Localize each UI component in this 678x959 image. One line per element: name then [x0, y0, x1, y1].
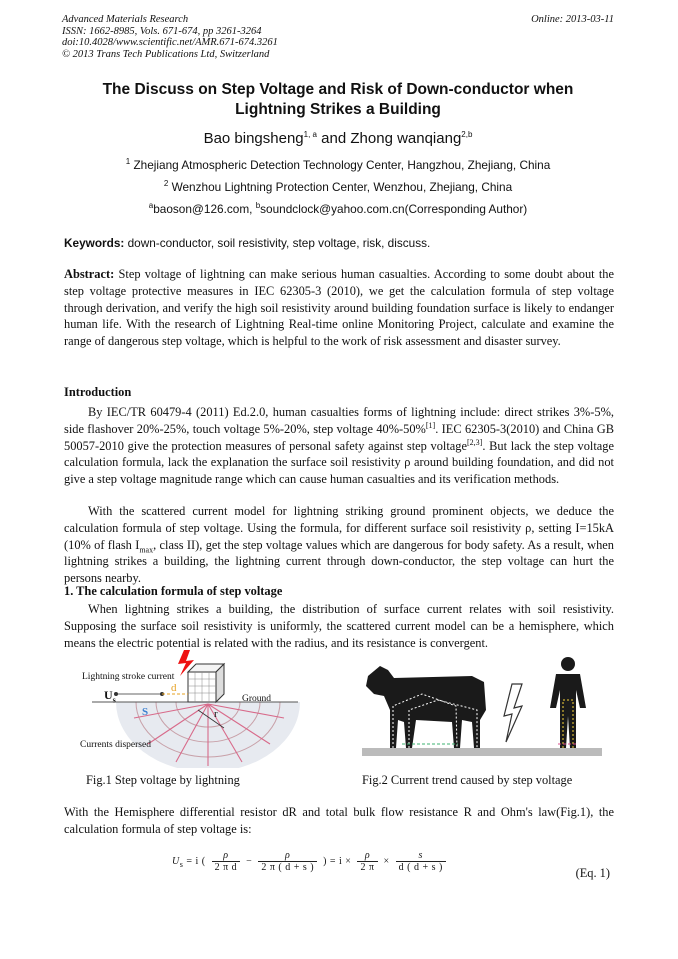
- lightning-symbol-icon: [504, 684, 522, 742]
- title-line-2: Lightning Strikes a Building: [235, 101, 441, 118]
- section-1-paragraph-1: When lightning strikes a building, the distribution of surface current relates with soil resistivity. Supposing the surface soil resistivity is uniformly, the scattered current model can be a hemisphere, which means the electric potential is related with the radius, and its resistance is convergent.: [64, 602, 614, 650]
- authors: [60, 130, 616, 147]
- eq-lhs: U: [172, 855, 180, 867]
- affiliation-1-text: Zhejiang Atmospheric Detection Technology Center, Hangzhou, Zhejiang, China: [133, 158, 551, 172]
- section-1-paragraph-2: With the Hemisphere differential resistor dR and total bulk flow resistance R and Ohm's law(Fig.1), the calculation formula of step voltage is:: [64, 805, 614, 836]
- issn-line: ISSN: 1662-8985, Vols. 671-674, pp 3261-3264: [62, 25, 262, 37]
- figure-1-diagram: [76, 648, 306, 768]
- fig1-u-sub: s: [112, 695, 116, 705]
- citation-1[interactable]: [1]: [425, 420, 436, 430]
- eq-f2-num: ρ: [258, 850, 317, 862]
- title-line-1: The Discuss on Step Voltage and Risk of Down-conductor when: [102, 81, 574, 98]
- section-heading-introduction: Introduction: [64, 385, 132, 399]
- author-1: Bao bingsheng: [203, 130, 304, 147]
- intro-p1-text-b: . IEC 62305-3(2010) and China GB 50057-2010 give the protection measures of personal safety against step voltage: [64, 421, 614, 453]
- intro-p1-text-c: . But lack the step voltage calculation formula, lack the explanation the surface soil resistivity ρ around building foundation, and did not give a step voltage magnitude range which can cause human casualties and its verification methods.: [64, 438, 614, 487]
- eq-fraction-3: [357, 850, 377, 873]
- intro-paragraph-1: [64, 404, 614, 488]
- copyright-line: © 2013 Trans Tech Publications Ltd, Switzerland: [62, 48, 270, 60]
- eq-times: ×: [383, 855, 393, 867]
- eq-f3-den: 2 π: [360, 862, 375, 873]
- eq-part-1: = i (: [186, 855, 206, 867]
- figure-2-caption: Fig.2 Current trend caused by step voltage: [362, 773, 573, 787]
- emails: [60, 202, 616, 216]
- keywords-text: down-conductor, soil resistivity, step voltage, risk, discuss.: [124, 236, 431, 250]
- abstract-text: Step voltage of lightning can make serious human casualties. According to some doubt about the step voltage protective measures in IEC 62305-3 (2010), we get the calculation formula of step voltage through derivation, and verify the high soil resistivity around building foundation surface is likely to endanger human life. With the research of Lightning Real-time online Monitoring Project, calculate and examine the range of dangerous step voltage, which is helpful to the work of risk assessment and disaster survey.: [64, 267, 614, 349]
- intro-paragraph-2: [64, 503, 614, 587]
- keywords-label: Keywords:: [64, 236, 125, 250]
- email-a[interactable]: baoson@126.com,: [153, 202, 256, 216]
- intro-p2-text-b: , class II), get the step voltage values which are dangerous for body safety. As a result, when lightning strikes a building, the lightning current through down-conductor, the step voltage can hurt the persons nearby.: [64, 537, 614, 586]
- section-heading-1: 1. The calculation formula of step voltage: [64, 584, 283, 598]
- fig1-label-d: d: [171, 682, 177, 694]
- affiliation-2-sup: 2: [163, 179, 169, 189]
- keywords: [64, 236, 430, 250]
- abstract-label: Abstract:: [64, 267, 115, 281]
- fig1-label-s: S: [142, 706, 149, 718]
- author-2: Zhong wanqiang: [350, 130, 462, 147]
- eq-f1-num: ρ: [212, 850, 241, 862]
- fig1-label-u: [104, 688, 116, 703]
- online-date: Online: 2013-03-11: [531, 14, 614, 25]
- affiliation-2: [60, 180, 616, 194]
- cow-silhouette-icon: [366, 666, 486, 748]
- intro-p2-sub: max: [139, 545, 154, 555]
- author-1-sup: 1, a: [303, 130, 317, 139]
- author-2-sup: 2,b: [461, 130, 473, 139]
- eq-f4-num: s: [396, 850, 446, 862]
- eq-f4-den: d ( d + s ): [398, 862, 443, 873]
- figure-1: [76, 648, 306, 768]
- intro-p2-text-a: With the scattered current model for lightning striking ground prominent objects, we deduce the calculation formula of step voltage. Using the formula, for different surface soil resistivity ρ, setting I=15kA (10% of flash I: [64, 504, 614, 552]
- person-silhouette-icon: [550, 657, 586, 748]
- abstract: [64, 266, 614, 350]
- email-b[interactable]: soundclock@yahoo.com.cn(Corresponding Author): [260, 202, 528, 216]
- equation-1-label: (Eq. 1): [575, 866, 610, 880]
- citation-2-3[interactable]: [2,3]: [467, 437, 483, 447]
- fig1-label-stroke: Lightning stroke current: [82, 672, 175, 682]
- figure-2: [362, 650, 602, 768]
- fig1-u-text: U: [104, 688, 113, 702]
- running-header: [62, 14, 278, 60]
- figure-1-caption: Fig.1 Step voltage by lightning: [86, 773, 240, 787]
- intro-p1-text-a: By IEC/TR 60479-4 (2011) Ed.2.0, human casualties forms of lightning include: direct strikes 3%-5%, side flashover 20%-25%, touch voltage 5%-20%, step voltage 40%-50%: [64, 405, 614, 436]
- eq-fraction-2: [258, 850, 317, 873]
- journal-name: Advanced Materials Research: [62, 14, 189, 25]
- ground-strip: [362, 748, 602, 756]
- fig1-label-r: r: [214, 708, 218, 720]
- eq-f1-den: 2 π d: [214, 862, 238, 873]
- email-a-sup: a: [148, 201, 154, 211]
- figure-2-diagram: [362, 650, 602, 768]
- eq-lhs-sub: s: [179, 859, 184, 869]
- eq-fraction-4: [396, 850, 446, 873]
- paper-title: [60, 80, 616, 120]
- eq-part-2: ) = i ×: [323, 855, 355, 867]
- doi-line: doi:10.4028/www.scientific.net/AMR.671-674.3261: [62, 37, 278, 48]
- building-icon: [188, 664, 224, 702]
- eq-fraction-1: [212, 850, 241, 873]
- eq-f3-num: ρ: [357, 850, 377, 862]
- equation-1: [172, 850, 449, 873]
- author-and: and: [317, 130, 351, 147]
- email-b-sup: b: [255, 201, 261, 211]
- affiliation-1: [60, 158, 616, 172]
- affiliation-2-text: Wenzhou Lightning Protection Center, Wenzhou, Zhejiang, China: [171, 180, 513, 194]
- affiliation-1-sup: 1: [125, 157, 131, 167]
- eq-f2-den: 2 π ( d + s ): [261, 862, 315, 873]
- fig1-label-ground: Ground: [242, 694, 272, 704]
- fig1-label-disperse: Currents dispersed: [80, 740, 151, 750]
- eq-minus: −: [246, 855, 256, 867]
